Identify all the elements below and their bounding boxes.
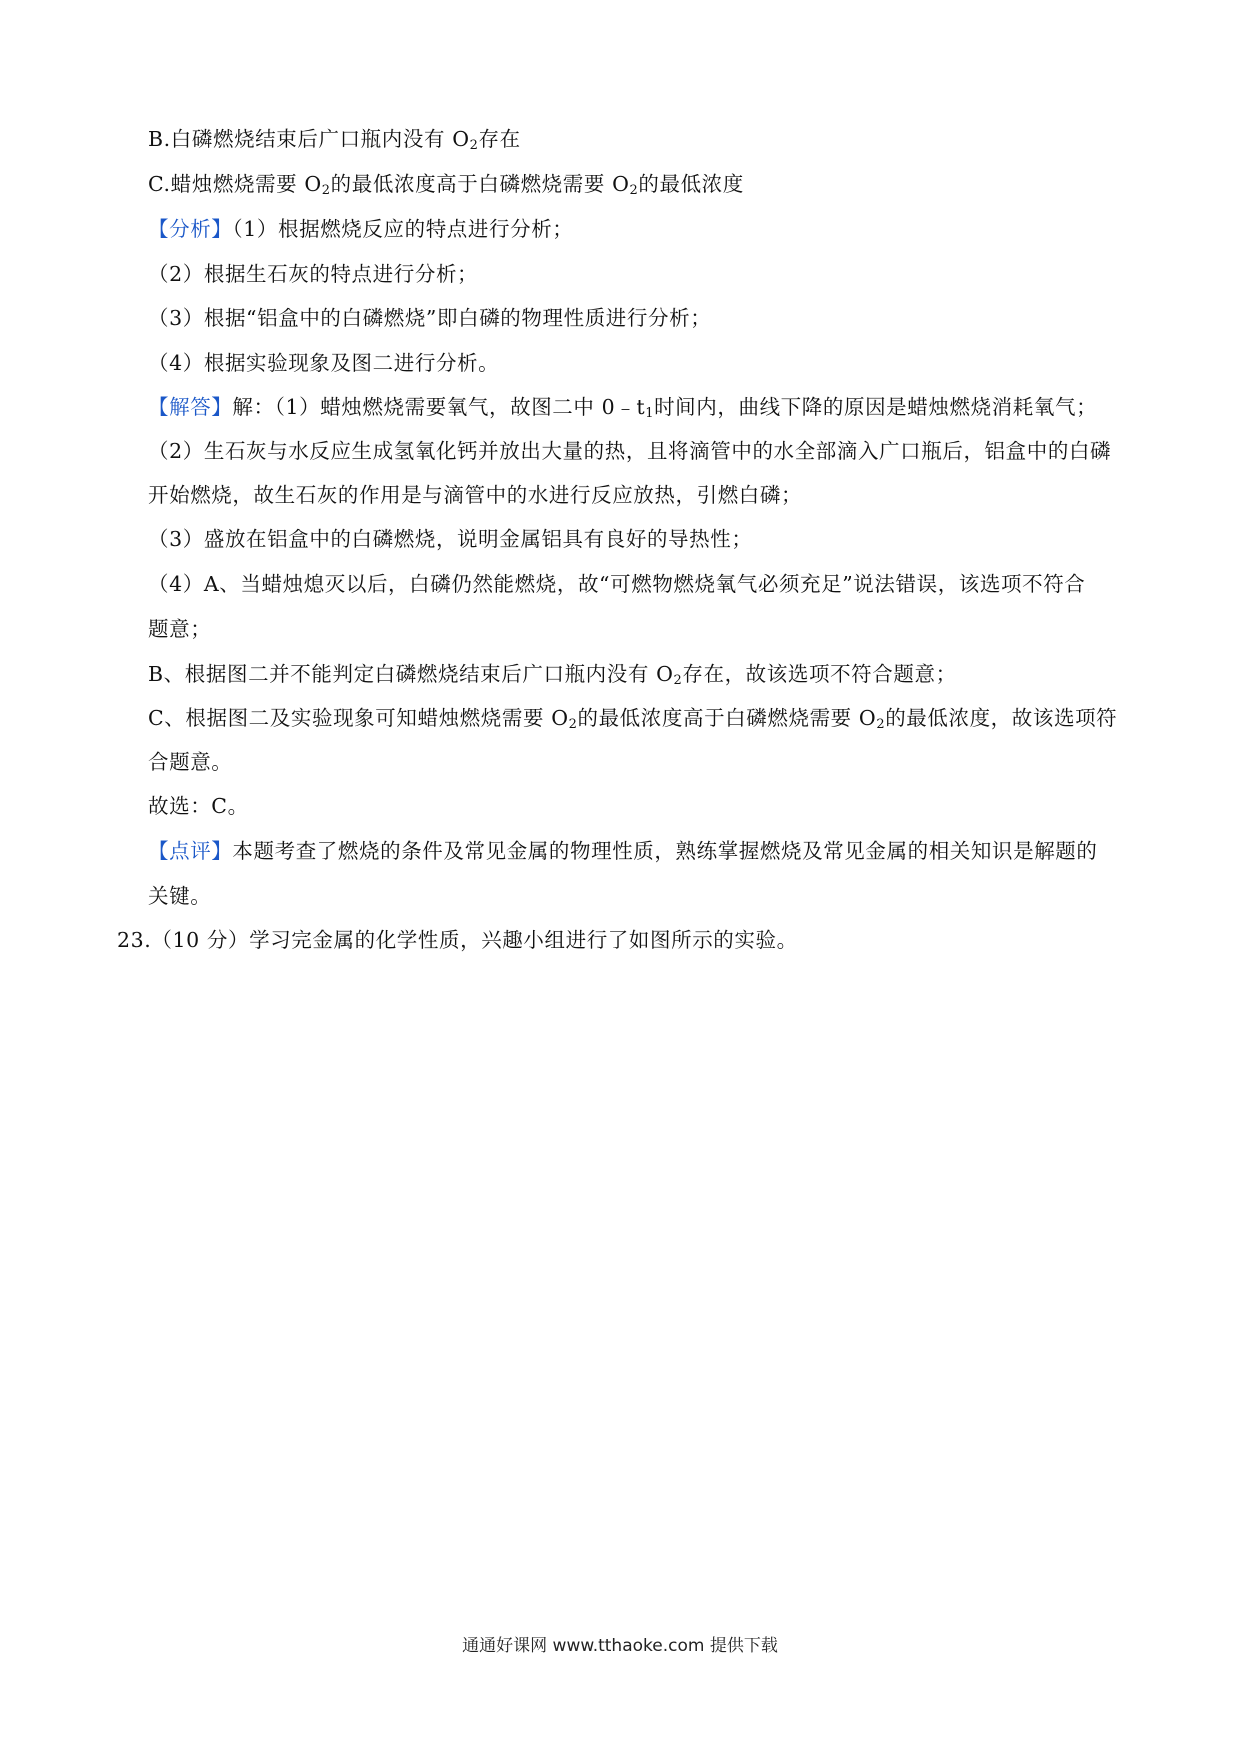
text: 的最低浓度 [638, 172, 744, 196]
answer-line-1 [148, 393, 1097, 421]
text: 本题考查了燃烧的条件及常见金属的物理性质，熟练掌握燃烧及常见金属的相关知识是解题的 [232, 839, 1098, 863]
text: 解：（1）蜡烛燃烧需要氧气，故图二中 0﹣t [232, 395, 646, 419]
page-footer: 通通好课网 www.tthaoke.com 提供下载 [462, 1636, 778, 1656]
text: （1）根据燃烧反应的特点进行分析； [232, 217, 574, 241]
answer-line-2: （2）生石灰与水反应生成氢氧化钙并放出大量的热，且将滴管中的水全部滴入广口瓶后，铝盒中的白磷 [148, 439, 1112, 463]
text: 的最低浓度高于白磷燃烧需要 O [330, 172, 630, 196]
comment-line-2: 关键。 [148, 884, 212, 908]
answer-line-7 [148, 660, 957, 688]
text: 时间内，曲线下降的原因是蜡烛燃烧消耗氧气； [654, 395, 1098, 419]
option-c-line [148, 170, 744, 198]
subscript: 2 [876, 717, 886, 732]
answer-line-6: 题意； [148, 617, 212, 641]
analysis-line-4: （4）根据实验现象及图二进行分析。 [148, 351, 500, 375]
text: C、根据图二及实验现象可知蜡烛燃烧需要 O [148, 706, 569, 730]
question-23: 23.（10 分）学习完金属的化学性质，兴趣小组进行了如图所示的实验。 [117, 928, 798, 952]
subscript: 2 [629, 183, 639, 198]
text: 的最低浓度高于白磷燃烧需要 O [577, 706, 877, 730]
subscript: 2 [673, 673, 683, 688]
answer-line-5: （4）A、当蜡烛熄灭以后，白磷仍然能燃烧，故“可燃物燃烧氧气必须充足”说法错误，该选项不符合 [148, 572, 1086, 596]
answer-line-4: （3）盛放在铝盒中的白磷燃烧，说明金属铝具有良好的导热性； [148, 527, 753, 551]
text: C.蜡烛燃烧需要 O [148, 172, 322, 196]
answer-line-9: 合题意。 [148, 750, 233, 774]
text: 存在 [478, 127, 521, 151]
answer-tag: 【解答】 [148, 395, 233, 419]
text: B.白磷燃烧结束后广口瓶内没有 O [148, 127, 470, 151]
subscript: 2 [568, 717, 578, 732]
option-b-line [148, 125, 521, 153]
text: B、根据图二并不能判定白磷燃烧结束后广口瓶内没有 O [148, 662, 674, 686]
text: 存在，故该选项不符合题意； [682, 662, 957, 686]
comment-tag: 【点评】 [148, 839, 233, 863]
analysis-line-2: （2）根据生石灰的特点进行分析； [148, 262, 479, 286]
answer-choice: 故选：C。 [148, 794, 249, 818]
answer-line-3: 开始燃烧，故生石灰的作用是与滴管中的水进行反应放热，引燃白磷； [148, 483, 803, 507]
subscript: 2 [469, 138, 479, 153]
comment-line-1 [148, 837, 1098, 865]
answer-line-8 [148, 704, 1117, 732]
analysis-line-1 [148, 215, 573, 243]
text: 的最低浓度，故该选项符 [885, 706, 1118, 730]
analysis-tag: 【分析】 [148, 217, 233, 241]
subscript: 1 [645, 406, 655, 421]
analysis-line-3: （3）根据“铝盒中的白磷燃烧”即白磷的物理性质进行分析； [148, 306, 712, 330]
subscript: 2 [321, 183, 331, 198]
